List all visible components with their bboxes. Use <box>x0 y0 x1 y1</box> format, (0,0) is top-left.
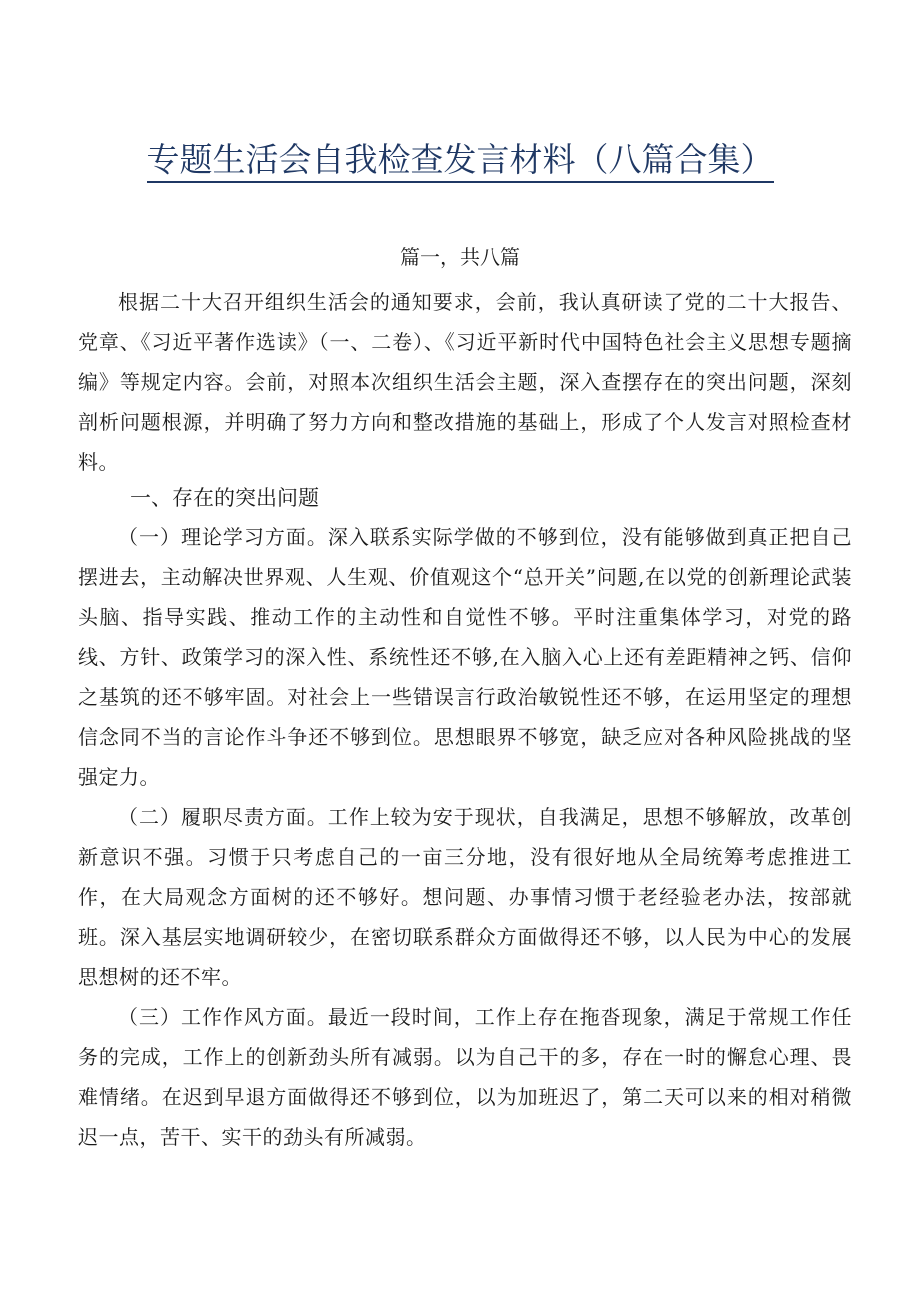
paragraph-duty-performance: （二）履职尽责方面。工作上较为安于现状，自我满足，思想不够解放，改革创新意识不强。习惯于只考虑自己的一亩三分地，没有很好地从全局统筹考虑推进工作，在大局观念方面树的还不够好。想问题、办事情习惯于老经验老办法，按部就班。深入基层实地调研较少，在密切联系群众方面做得还不够，以人民为中心的发展思想树的还不牢。 <box>78 805 852 989</box>
intro-paragraph: 根据二十大召开组织生活会的通知要求，会前，我认真研读了党的二十大报告、党章、《习近平著作选读》（一、二卷）、《习近平新时代中国特色社会主义思想专题摘编》等规定内容。会前，对照本次组织生活会主题，深入查摆存在的突出问题，深刻剖析问题根源，并明确了努力方向和整改措施的基础上，形成了个人发言对照检查材料。 <box>78 290 852 474</box>
document-title-text: 专题生活会自我检查发言材料（八篇合集） <box>147 140 774 183</box>
section-heading: 一、存在的突出问题 <box>130 486 319 510</box>
paragraph-work-style: （三）工作作风方面。最近一段时间，工作上存在拖沓现象，满足于常规工作任务的完成，工作上的创新劲头所有减弱。以为自己干的多，存在一时的懈怠心理、畏难情绪。在迟到早退方面做得还不够到位，以为加班迟了，第二天可以来的相对稍微迟一点，苦干、实干的劲头有所减弱。 <box>78 1005 852 1149</box>
paragraph-theory-study: （一）理论学习方面。深入联系实际学做的不够到位，没有能够做到真正把自己摆进去，主动解决世界观、人生观、价值观这个“总开关”问题,在以党的创新理论武装头脑、指导实践、推动工作的主动性和自觉性不够。平时注重集体学习，对党的路线、方针、政策学习的深入性、系统性还不够,在入脑入心上还有差距精神之钙、信仰之基筑的还不够牢固。对社会上一些错误言行政治敏锐性还不够，在运用坚定的理想信念同不当的言论作斗争还不够到位。思想眼界不够宽，缺乏应对各种风险挑战的坚强定力。 <box>78 525 852 789</box>
document-subtitle: 篇一，共八篇 <box>400 245 520 269</box>
document-title <box>0 138 920 182</box>
